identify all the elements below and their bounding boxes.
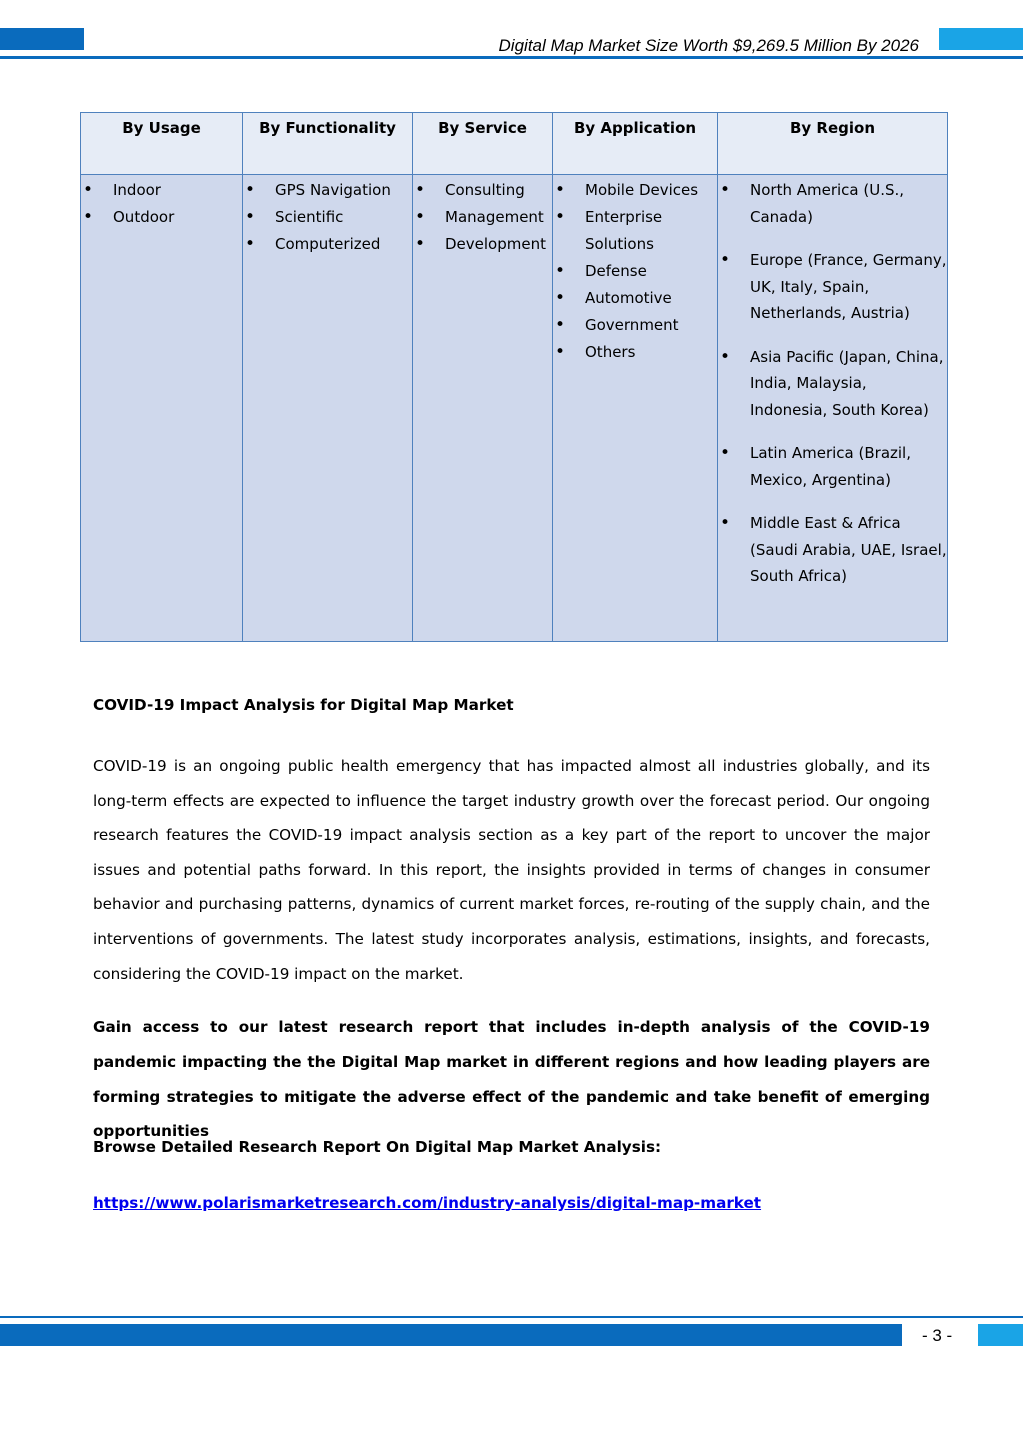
table-row [81, 175, 948, 642]
list-item: • Asia Pacific (Japan, China, India, Malaysia, Indonesia, South Korea) [718, 344, 947, 424]
header-accent-right [939, 28, 1023, 50]
list-item: • Consulting [413, 177, 552, 204]
covid-cta-paragraph: Gain access to our latest research report that includes in-depth analysis of the COVID-19 pandemic impacting the the Digital Map market in different regions and how leading players are forming strategies to mitigate the adverse effect of the pandemic and take benefit of emerging opportunities [93, 1018, 930, 1141]
list-item: • Outdoor [81, 204, 242, 231]
list-item: • Enterprise Solutions [553, 204, 717, 258]
list-item: • Government [553, 312, 717, 339]
report-link[interactable]: https://www.polarismarketresearch.com/industry-analysis/digital-map-market [93, 1194, 762, 1212]
browse-label: Browse Detailed Research Report On Digital Map Market Analysis: [93, 1138, 662, 1156]
header-title: Digital Map Market Size Worth $9,269.5 Million By 2026 [498, 36, 919, 55]
covid-heading: COVID-19 Impact Analysis for Digital Map Market [93, 696, 514, 714]
table-header-row [81, 113, 948, 175]
list-item: • North America (U.S., Canada) [718, 177, 947, 230]
segmentation-table [80, 112, 948, 642]
list-item: • GPS Navigation [243, 177, 412, 204]
footer-rule [0, 1316, 1023, 1318]
header-accent-left [0, 28, 84, 50]
list-item: • Defense [553, 258, 717, 285]
header-by-service: By Service [413, 113, 553, 175]
list-item: • Indoor [81, 177, 242, 204]
service-cell [413, 175, 553, 642]
footer-accent-right [978, 1324, 1023, 1346]
header-by-functionality: By Functionality [243, 113, 413, 175]
header-rule [0, 56, 1023, 59]
list-item: • Mobile Devices [553, 177, 717, 204]
list-item: • Others [553, 339, 717, 366]
footer-accent-left [0, 1324, 902, 1346]
page-number: - 3 - [922, 1326, 953, 1345]
header-by-region: By Region [718, 113, 948, 175]
list-item: • Automotive [553, 285, 717, 312]
covid-paragraph: COVID-19 is an ongoing public health emergency that has impacted almost all industries globally, and its long-term effects are expected to influence the target industry growth over the forecast period. Our ongoing research features the COVID-19 impact analysis section as a key part of the report to uncover the major issues and potential paths forward. In this report, the insights provided in terms of changes in consumer behavior and purchasing patterns, dynamics of current market forces, re-routing of the supply chain, and the interventions of governments. The latest study incorporates analysis, estimations, insights, and forecasts, considering the COVID-19 impact on the market. [93, 757, 930, 983]
list-item: • Scientific [243, 204, 412, 231]
application-cell [553, 175, 718, 642]
region-cell [718, 175, 948, 642]
list-item: • Management [413, 204, 552, 231]
usage-cell [81, 175, 243, 642]
list-item: • Development [413, 231, 552, 258]
header-by-application: By Application [553, 113, 718, 175]
list-item: • Middle East & Africa (Saudi Arabia, UAE, Israel, South Africa) [718, 510, 947, 590]
list-item: • Computerized [243, 231, 412, 258]
list-item: • Latin America (Brazil, Mexico, Argentina) [718, 440, 947, 493]
functionality-cell [243, 175, 413, 642]
list-item: • Europe (France, Germany, UK, Italy, Spain, Netherlands, Austria) [718, 247, 947, 327]
header-by-usage: By Usage [81, 113, 243, 175]
